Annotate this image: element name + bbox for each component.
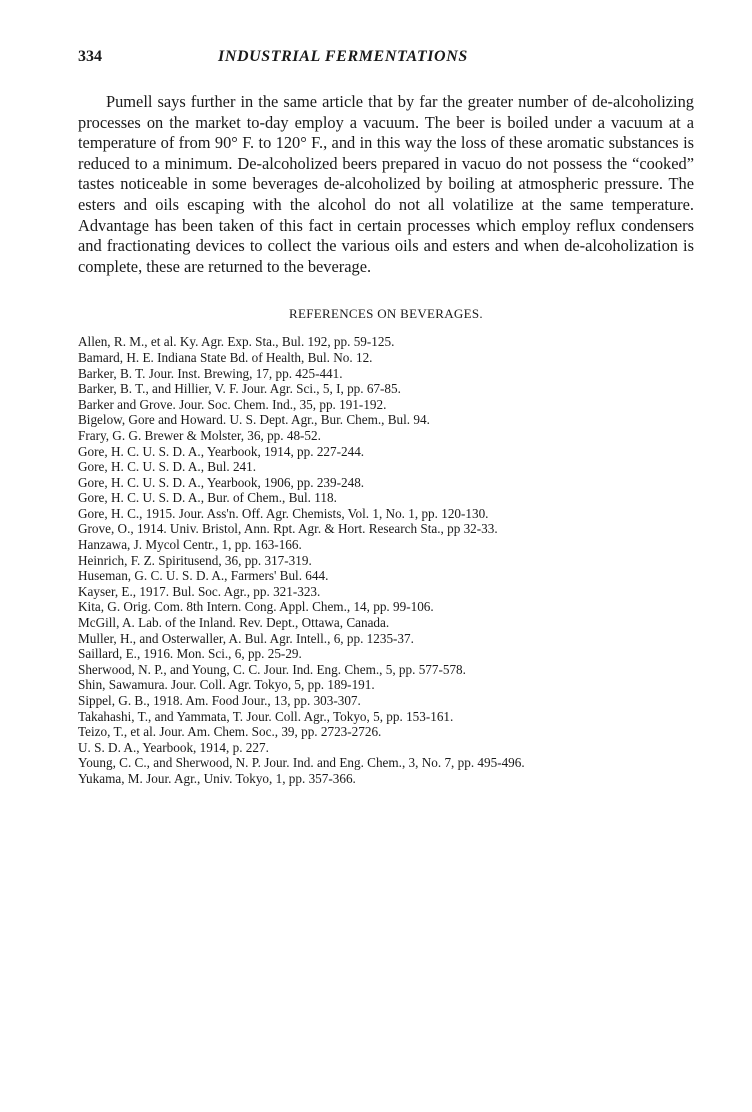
reference-item: Bamard, H. E. Indiana State Bd. of Health, Bul. No. 12. xyxy=(78,349,373,365)
book-page xyxy=(78,48,694,787)
reference-list xyxy=(78,334,694,786)
reference-item: Bigelow, Gore and Howard. U. S. Dept. Agr., Bur. Chem., Bul. 94. xyxy=(78,412,430,428)
reference-item: Yukama, M. Jour. Agr., Univ. Tokyo, 1, pp. 357-366. xyxy=(78,770,356,786)
reference-item: Barker and Grove. Jour. Soc. Chem. Ind., 35, pp. 191-192. xyxy=(78,396,387,412)
reference-item: McGill, A. Lab. of the Inland. Rev. Dept., Ottawa, Canada. xyxy=(78,615,390,631)
reference-item: Takahashi, T., and Yammata, T. Jour. Coll. Agr., Tokyo, 5, pp. 153-161. xyxy=(78,708,454,724)
reference-item: Kayser, E., 1917. Bul. Soc. Agr., pp. 321-323. xyxy=(78,583,321,599)
reference-item: Gore, H. C. U. S. D. A., Bul. 241. xyxy=(78,459,257,475)
reference-item: Gore, H. C., 1915. Jour. Ass'n. Off. Agr. Chemists, Vol. 1, No. 1, pp. 120-130. xyxy=(78,505,489,521)
reference-item: Gore, H. C. U. S. D. A., Yearbook, 1914, pp. 227-244. xyxy=(78,443,365,459)
references-heading: REFERENCES ON BEVERAGES. xyxy=(289,306,483,322)
reference-item: Barker, B. T., and Hillier, V. F. Jour. Agr. Sci., 5, I, pp. 67-85. xyxy=(78,381,401,397)
reference-item: Sherwood, N. P., and Young, C. C. Jour. Ind. Eng. Chem., 5, pp. 577-578. xyxy=(78,661,466,677)
reference-item: Grove, O., 1914. Univ. Bristol, Ann. Rpt. Agr. & Hort. Research Sta., pp 32-33. xyxy=(78,521,498,537)
reference-item: Barker, B. T. Jour. Inst. Brewing, 17, pp. 425-441. xyxy=(78,365,343,381)
reference-item: Allen, R. M., et al. Ky. Agr. Exp. Sta., Bul. 192, pp. 59-125. xyxy=(78,334,395,350)
reference-item: Kita, G. Orig. Com. 8th Intern. Cong. Appl. Chem., 14, pp. 99-106. xyxy=(78,599,434,615)
reference-item: Muller, H., and Osterwaller, A. Bul. Agr. Intell., 6, pp. 1235-37. xyxy=(78,630,414,646)
reference-item: U. S. D. A., Yearbook, 1914, p. 227. xyxy=(78,739,269,755)
running-title: INDUSTRIAL FERMENTATIONS xyxy=(218,48,468,65)
reference-item: Gore, H. C. U. S. D. A., Yearbook, 1906, pp. 239-248. xyxy=(78,474,365,490)
reference-item: Huseman, G. C. U. S. D. A., Farmers' Bul. 644. xyxy=(78,568,329,584)
reference-item: Teizo, T., et al. Jour. Am. Chem. Soc., 39, pp. 2723-2726. xyxy=(78,724,382,740)
body-paragraph: Pumell says further in the same article that by far the greater number of de-alcoholizing processes on the market to-day employ a vacuum. The beer is boiled under a vacuum at a temperature of from 90° F. to 120° F., and in this way the loss of these aromatic substances is reduced to a minimum. De-alcoholized beers prepared in vacuo do not possess the “cooked” tastes noticeable in some beverages de-alcoholized by boiling at atmospheric pressure. The esters and oils escaping with the alcohol do not all volatilize at the same temperature. Advantage has been taken of this fact in certain processes which employ reflux condensers and fractionating devices to collect the various oils and esters and when de-alcoholization is complete, these are returned to the beverage. xyxy=(78,92,694,276)
page-number: 334 xyxy=(78,48,102,65)
reference-item: Saillard, E., 1916. Mon. Sci., 6, pp. 25-29. xyxy=(78,646,302,662)
reference-item: Shin, Sawamura. Jour. Coll. Agr. Tokyo, 5, pp. 189-191. xyxy=(78,677,375,693)
reference-item: Gore, H. C. U. S. D. A., Bur. of Chem., Bul. 118. xyxy=(78,490,337,506)
reference-item: Heinrich, F. Z. Spiritusend, 36, pp. 317-319. xyxy=(78,552,312,568)
reference-item: Hanzawa, J. Mycol Centr., 1, pp. 163-166. xyxy=(78,537,302,553)
page-header xyxy=(78,48,694,72)
reference-item: Frary, G. G. Brewer & Molster, 36, pp. 48-52. xyxy=(78,427,321,443)
reference-item: Young, C. C., and Sherwood, N. P. Jour. Ind. and Eng. Chem., 3, No. 7, pp. 495-496. xyxy=(78,755,525,771)
reference-item: Sippel, G. B., 1918. Am. Food Jour., 13, pp. 303-307. xyxy=(78,693,361,708)
